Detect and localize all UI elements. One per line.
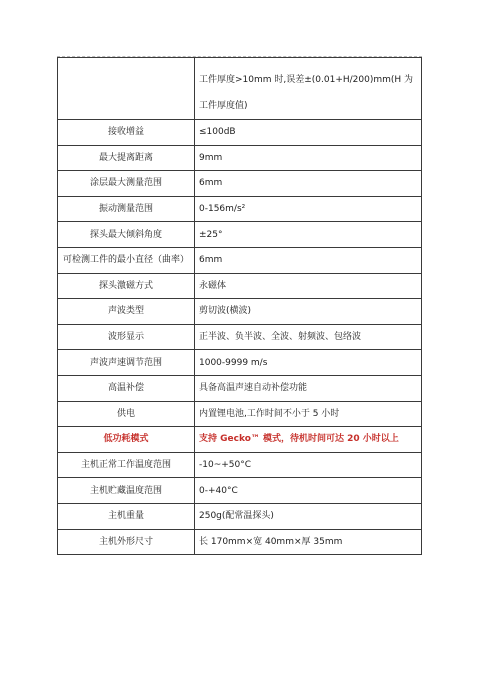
spec-value: 0-+40°C (195, 478, 422, 504)
spec-label: 振动测量范围 (58, 196, 195, 222)
table-row (58, 145, 422, 171)
spec-label: 低功耗模式 (58, 427, 195, 453)
spec-label: 主机正常工作温度范围 (58, 452, 195, 478)
spec-label: 主机重量 (58, 503, 195, 529)
table-row (58, 299, 422, 325)
table-row (58, 529, 422, 555)
spec-label: 声波类型 (58, 299, 195, 325)
spec-label: 主机贮藏温度范围 (58, 478, 195, 504)
table-row (58, 171, 422, 197)
table-row (58, 401, 422, 427)
spec-value: 永磁体 (195, 273, 422, 299)
spec-label: 波形显示 (58, 324, 195, 350)
spec-label (58, 58, 195, 120)
spec-value: 具备高温声速自动补偿功能 (195, 375, 422, 401)
table-row (58, 324, 422, 350)
table-row (58, 503, 422, 529)
spec-value: -10~+50°C (195, 452, 422, 478)
spec-label: 最大提离距离 (58, 145, 195, 171)
spec-value: 6mm (195, 247, 422, 273)
spec-label: 涂层最大测量范围 (58, 171, 195, 197)
table-row (58, 375, 422, 401)
spec-value: 工件厚度>10mm 时,误差±(0.01+H/200)mm(H 为工件厚度值) (195, 58, 422, 120)
spec-value: 支持 Gecko™ 模式，待机时间可达 20 小时以上 (195, 427, 422, 453)
table-row (58, 222, 422, 248)
spec-value: ≤100dB (195, 120, 422, 146)
spec-value: 0-156m/s² (195, 196, 422, 222)
spec-label: 可检测工件的最小直径（曲率） (58, 247, 195, 273)
spec-table (57, 57, 422, 555)
spec-value: ±25° (195, 222, 422, 248)
table-row (58, 273, 422, 299)
spec-label: 主机外形尺寸 (58, 529, 195, 555)
spec-label: 探头激磁方式 (58, 273, 195, 299)
table-row (58, 196, 422, 222)
spec-value: 正半波、负半波、全波、射频波、包络波 (195, 324, 422, 350)
spec-value: 9mm (195, 145, 422, 171)
spec-value: 长 170mm×宽 40mm×厚 35mm (195, 529, 422, 555)
spec-label: 供电 (58, 401, 195, 427)
spec-label: 高温补偿 (58, 375, 195, 401)
spec-value: 6mm (195, 171, 422, 197)
table-row (58, 120, 422, 146)
spec-value: 剪切波(横波) (195, 299, 422, 325)
table-row (58, 350, 422, 376)
spec-label: 探头最大倾斜角度 (58, 222, 195, 248)
spec-value: 250g(配常温探头) (195, 503, 422, 529)
spec-value: 内置锂电池,工作时间不小于 5 小时 (195, 401, 422, 427)
table-row (58, 58, 422, 120)
table-row (58, 452, 422, 478)
table-row (58, 247, 422, 273)
table-row-highlight (58, 427, 422, 453)
table-row (58, 478, 422, 504)
spec-label: 声波声速调节范围 (58, 350, 195, 376)
spec-label: 接收增益 (58, 120, 195, 146)
spec-value: 1000-9999 m/s (195, 350, 422, 376)
